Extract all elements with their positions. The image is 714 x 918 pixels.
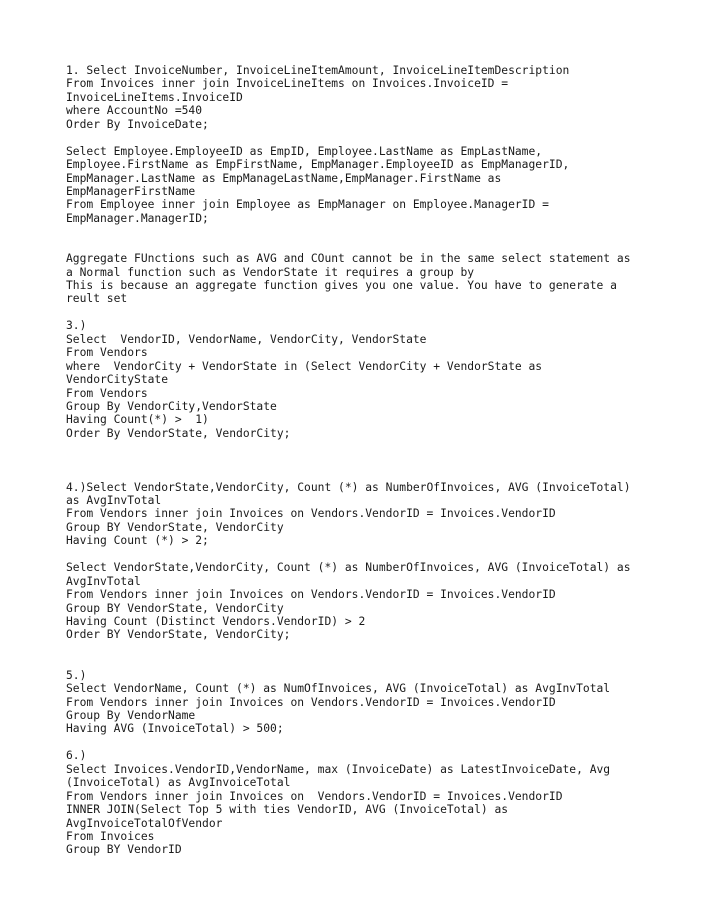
text-line: From Vendors xyxy=(66,346,148,360)
text-line: From Vendors inner join Invoices on Vendors.VendorID = Invoices.VendorID xyxy=(66,695,556,709)
text-line: Having AVG (InvoiceTotal) > 500; xyxy=(66,722,284,736)
blank-line xyxy=(66,467,666,480)
text-line: From Vendors inner join Invoices on Vendors.VendorID = Invoices.VendorID xyxy=(66,789,563,803)
document-body xyxy=(66,64,666,857)
text-line: Group By VendorCity,VendorState xyxy=(66,399,277,413)
text-line: Select Employee.EmployeeID as EmpID, Employee.LastName as EmpLastName, xyxy=(66,144,543,158)
blank-line xyxy=(66,642,666,655)
text-line: From Invoices inner join InvoiceLineItems on Invoices.InvoiceID = xyxy=(66,77,509,91)
text-line: 1. Select InvoiceNumber, InvoiceLineItemAmount, InvoiceLineItemDescription xyxy=(66,64,570,77)
text-line: Select VendorState,VendorCity, Count (*) as NumberOfInvoices, AVG (InvoiceTotal) as xyxy=(66,561,631,575)
blank-line xyxy=(66,655,666,668)
text-line: Having Count(*) > 1) xyxy=(66,413,209,427)
text-line: This is because an aggregate function gives you one value. You have to generate a xyxy=(66,279,617,292)
blank-line xyxy=(66,736,666,749)
text-line: Group BY VendorState, VendorCity xyxy=(66,520,284,534)
text-line: 5.) xyxy=(66,668,87,682)
text-line: EmpManagerFirstName xyxy=(66,184,196,198)
text-line: Select VendorID, VendorName, VendorCity, VendorState xyxy=(66,332,427,346)
blank-line xyxy=(66,131,666,144)
blank-line xyxy=(66,225,666,238)
blank-line xyxy=(66,454,666,467)
blank-line xyxy=(66,548,666,561)
text-line: From Invoices xyxy=(66,829,155,843)
text-line: Order BY VendorState, VendorCity; xyxy=(66,628,291,642)
blank-line xyxy=(66,440,666,453)
text-line: From Vendors inner join Invoices on Vendors.VendorID = Invoices.VendorID xyxy=(66,588,556,602)
text-line: 4.)Select VendorState,VendorCity, Count (*) as NumberOfInvoices, AVG (InvoiceTotal) xyxy=(66,480,631,494)
text-line: as AvgInvTotal xyxy=(66,494,162,507)
text-line: Having Count (Distinct Vendors.VendorID) > 2 xyxy=(66,614,366,628)
text-line: Group By VendorName xyxy=(66,709,196,722)
text-line: Order By VendorState, VendorCity; xyxy=(66,426,291,440)
text-line: Employee.FirstName as EmpFirstName, EmpManager.EmployeeID as EmpManagerID, xyxy=(66,158,570,172)
text-line: From Vendors inner join Invoices on Vendors.VendorID = Invoices.VendorID xyxy=(66,507,556,521)
blank-line xyxy=(66,239,666,252)
text-line: EmpManager.LastName as EmpManageLastName,EmpManager.FirstName as xyxy=(66,171,502,185)
text-line: (InvoiceTotal) as AvgInvoiceTotal xyxy=(66,776,291,790)
text-line: Select Invoices.VendorID,VendorName, max (InvoiceDate) as LatestInvoiceDate, Avg xyxy=(66,762,611,776)
text-line: AvgInvoiceTotalOfVendor xyxy=(66,816,223,830)
text-line: From Vendors xyxy=(66,386,148,400)
text-line: Group BY VendorState, VendorCity xyxy=(66,601,284,615)
text-line: 6.) xyxy=(66,749,87,763)
text-line: Aggregate FUnctions such as AVG and COunt cannot be in the same select statement as xyxy=(66,252,631,266)
text-line: AvgInvTotal xyxy=(66,574,141,588)
text-line: EmpManager.ManagerID; xyxy=(66,211,209,225)
text-line: Group BY VendorID xyxy=(66,843,182,857)
text-line: InvoiceLineItems.InvoiceID xyxy=(66,90,243,104)
text-line: a Normal function such as VendorState it requires a group by xyxy=(66,265,475,279)
text-line: where VendorCity + VendorState in (Select VendorCity + VendorState as xyxy=(66,359,543,373)
text-line: Select VendorName, Count (*) as NumOfInvoices, AVG (InvoiceTotal) as AvgInvTotal xyxy=(66,682,611,696)
text-line: where AccountNo =540 xyxy=(66,104,203,118)
text-line: 3.) xyxy=(66,319,87,333)
text-line: INNER JOIN(Select Top 5 with ties VendorID, AVG (InvoiceTotal) as xyxy=(66,803,509,817)
text-line: Having Count (*) > 2; xyxy=(66,534,209,548)
text-line: From Employee inner join Employee as EmpManager on Employee.ManagerID = xyxy=(66,198,549,212)
blank-line xyxy=(66,306,666,319)
text-line: Order By InvoiceDate; xyxy=(66,117,209,131)
text-line: VendorCityState xyxy=(66,373,169,387)
text-line: reult set xyxy=(66,292,128,306)
